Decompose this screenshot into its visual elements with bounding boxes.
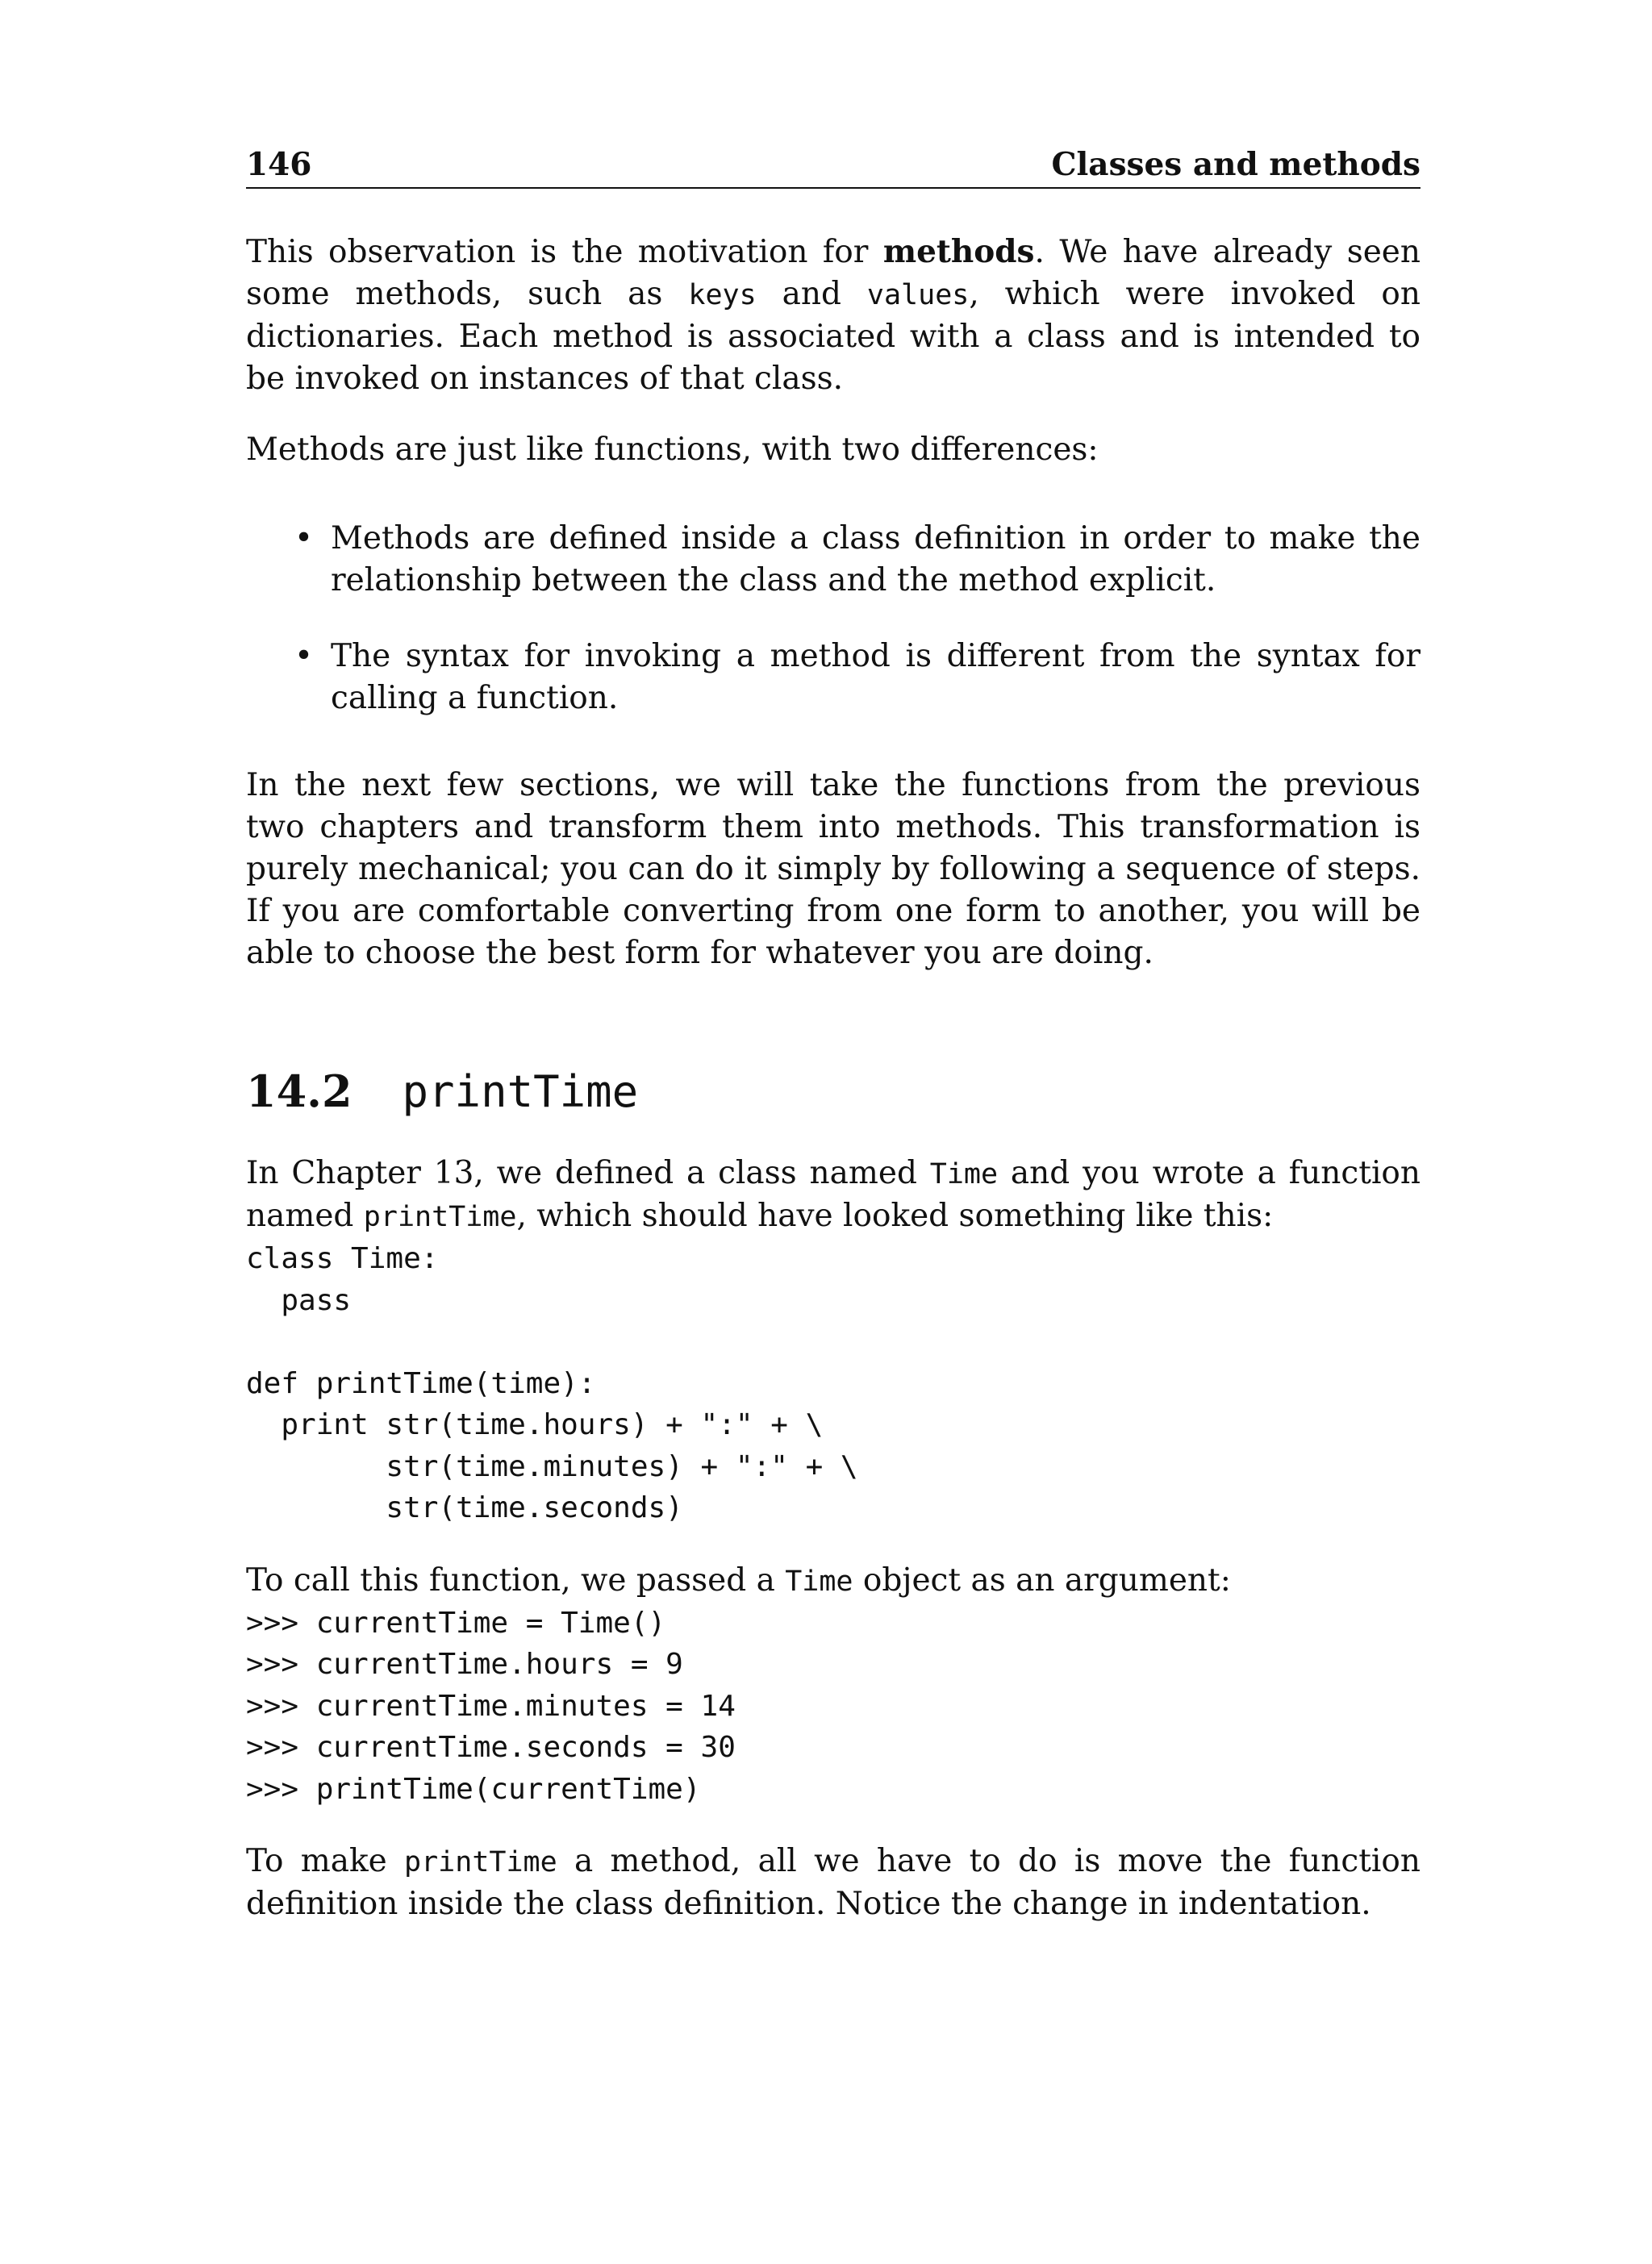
running-header bbox=[246, 145, 1420, 189]
section-title: printTime bbox=[402, 1066, 639, 1117]
differences-list bbox=[246, 518, 1420, 719]
code-printtime: printTime bbox=[363, 1201, 517, 1233]
list-item: • The syntax for invoking a method is different from the syntax for calling a function. bbox=[246, 636, 1420, 719]
bullet-icon: • bbox=[294, 520, 314, 557]
list-item: • Methods are defined inside a class definition in order to make the relationship between the class and the method explicit. bbox=[246, 518, 1420, 602]
chapter-title: Classes and methods bbox=[1051, 146, 1420, 183]
code-time: Time bbox=[929, 1158, 999, 1190]
bullet-icon: • bbox=[294, 638, 314, 674]
paragraph-methods-motivation: This observation is the motivation for methods. We have already seen some methods, such as keys and values, which were invoked on dictionaries. Each method is associated with a class and is intended to be invoked on instances of that class. bbox=[246, 233, 1420, 397]
code-keys: keys bbox=[688, 279, 757, 311]
paragraph-chapter13: In Chapter 13, we defined a class named Time and you wrote a function named printTime, which should have looked something like this: bbox=[246, 1155, 1421, 1234]
code-printtime: printTime bbox=[404, 1846, 557, 1878]
paragraph-call-function: To call this function, we passed a Time object as an argument: bbox=[246, 1561, 1231, 1599]
section-heading bbox=[246, 1063, 1420, 1120]
term-methods: methods bbox=[882, 233, 1035, 270]
code-time: Time bbox=[785, 1565, 853, 1598]
book-page bbox=[246, 145, 1420, 1925]
code-values: values bbox=[866, 279, 970, 311]
section-number: 14.2 bbox=[246, 1065, 353, 1117]
paragraph-make-method: To make printTime a method, all we have to do is move the function definition inside the class definition. Notice the change in indentation. bbox=[246, 1843, 1420, 1922]
page-number: 146 bbox=[246, 146, 312, 183]
code-block-interpreter-session: >>> currentTime = Time() >>> currentTime.hours = 9 >>> currentTime.minutes = 14 >>> currentTime.seconds = 30 >>> printTime(currentTime) bbox=[246, 1606, 736, 1806]
paragraph-differences-intro: Methods are just like functions, with two differences: bbox=[246, 432, 1099, 468]
code-block-class-time: class Time: pass def printTime(time): print str(time.hours) + ":" + \ str(time.minutes) + ":" + \ str(time.seconds) bbox=[246, 1242, 858, 1524]
paragraph-next-sections: In the next few sections, we will take the functions from the previous two chapters and transform them into methods. This transformation is purely mechanical; you can do it simply by following a sequence of steps. If you are comfortable converting from one form to another, you will be able to choose the best form for whatever you are doing. bbox=[246, 767, 1420, 971]
